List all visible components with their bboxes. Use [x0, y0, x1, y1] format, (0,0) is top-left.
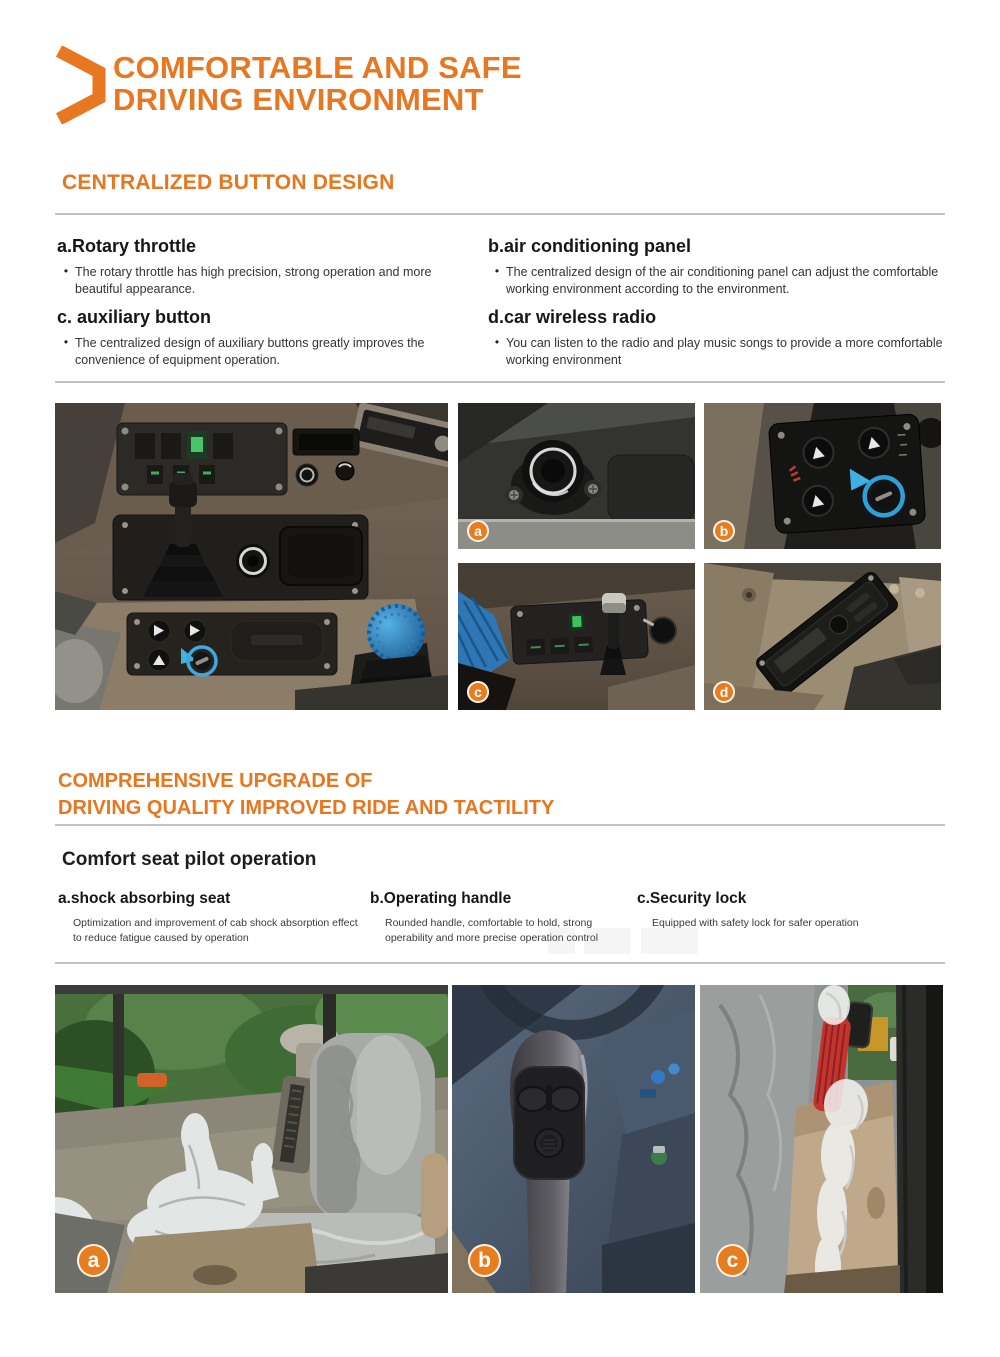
feature-rotary-throttle [57, 236, 457, 297]
photo-operating-handle [452, 985, 695, 1293]
feature-car-radio [488, 307, 978, 368]
faded-watermark [548, 928, 698, 954]
photo-console-overview [55, 403, 448, 710]
photo-badge-d: d [713, 681, 735, 703]
photo-security-lock [700, 985, 943, 1293]
ac-panel-graphic [704, 403, 941, 549]
feature-shock-absorbing-seat [58, 890, 358, 945]
page-title-line2: DRIVING ENVIRONMENT [113, 82, 484, 117]
photo-badge-c: c [716, 1244, 749, 1277]
feature-auxiliary-button [57, 307, 457, 368]
feature-desc: Rounded handle, comfortable to hold, strong operability and more precise operation control [385, 917, 599, 944]
photo-car-radio [704, 563, 941, 710]
feature-security-lock [637, 890, 947, 931]
console-overview-graphic [55, 403, 448, 710]
seat-graphic [55, 985, 448, 1293]
bullet-icon: • [494, 264, 500, 278]
bullet-icon: • [63, 264, 69, 278]
section2-heading [58, 768, 554, 822]
section1-heading: CENTRALIZED BUTTON DESIGN [62, 171, 395, 194]
feature-desc: The centralized design of auxiliary buttons greatly improves the convenience of equipment operation. [75, 336, 425, 367]
divider [55, 213, 945, 215]
rotary-throttle-graphic [458, 403, 695, 549]
feature-title: c.Security lock [637, 890, 747, 907]
feature-desc: Equipped with safety lock for safer operation [652, 917, 859, 929]
feature-desc: Optimization and improvement of cab shock absorption effect to reduce fatigue caused by operation [73, 917, 358, 944]
photo-badge-c: c [467, 681, 489, 703]
photo-badge-a: a [77, 1244, 110, 1277]
bullet-icon: • [63, 335, 69, 349]
feature-title: a.shock absorbing seat [58, 890, 231, 907]
photo-rotary-throttle [458, 403, 695, 549]
feature-title: c. auxiliary button [57, 307, 212, 327]
photo-shock-absorbing-seat [55, 985, 448, 1293]
section2-heading-line1: COMPREHENSIVE UPGRADE OF [58, 770, 373, 792]
divider [55, 824, 945, 826]
photo-badge-b: b [468, 1244, 501, 1277]
feature-title: a.Rotary throttle [57, 236, 197, 256]
feature-title: b.Operating handle [370, 890, 512, 907]
photo-auxiliary-buttons [458, 563, 695, 710]
feature-desc: The rotary throttle has high precision, strong operation and more beautiful appearance. [75, 265, 432, 296]
feature-ac-panel [488, 236, 966, 297]
feature-desc: The centralized design of the air conditioning panel can adjust the comfortable working environment according to the environment. [506, 265, 939, 296]
page-title-line1: COMFORTABLE AND SAFE [113, 50, 522, 85]
section2-heading-line2: DRIVING QUALITY IMPROVED RIDE AND TACTILITY [58, 797, 555, 819]
photo-badge-a: a [467, 520, 489, 542]
feature-title: d.car wireless radio [488, 307, 657, 327]
divider [55, 962, 945, 964]
photo-ac-panel [704, 403, 941, 549]
page-title [113, 52, 522, 116]
photo-badge-b: b [713, 520, 735, 542]
feature-desc: You can listen to the radio and play music songs to provide a more comfortable working environment [506, 336, 943, 367]
car-radio-graphic [704, 563, 941, 710]
divider [55, 381, 945, 383]
feature-title: b.air conditioning panel [488, 236, 692, 256]
brand-chevron-icon [52, 46, 110, 124]
section2-subheading: Comfort seat pilot operation [62, 849, 317, 870]
bullet-icon: • [494, 335, 500, 349]
auxiliary-buttons-graphic [458, 563, 695, 710]
